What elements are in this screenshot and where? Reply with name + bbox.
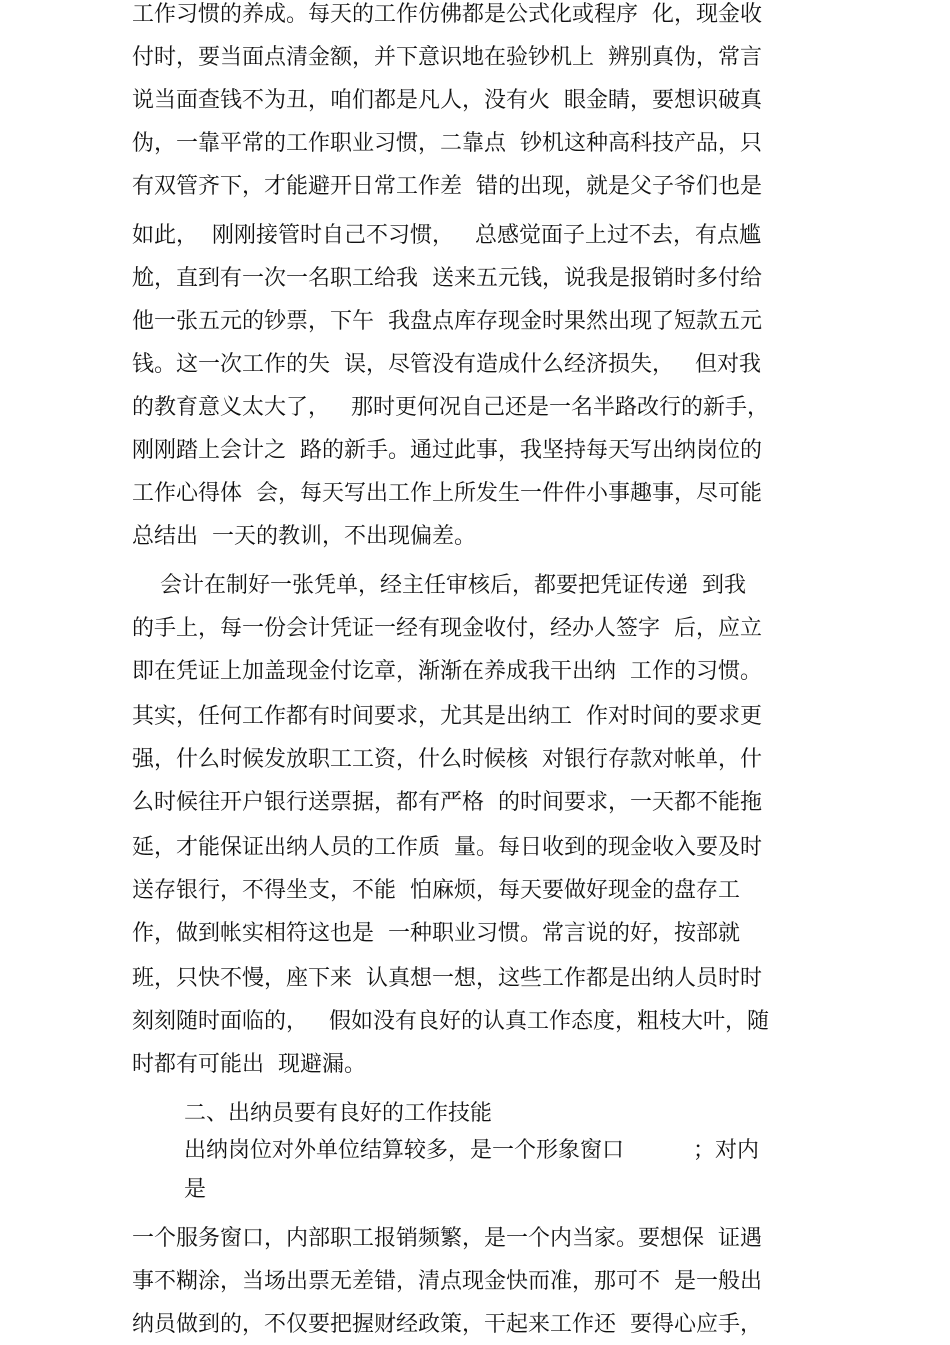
text-line: 强，什么时候发放职工工资，什么时候核 对银行存款对帐单，什 (132, 747, 762, 772)
text-line: 班，只快不慢，座下来 认真想一想，这些工作都是出纳人员时时 (132, 966, 762, 991)
text-line: 其实，任何工作都有时间要求，尤其是出纳工 作对时间的要求更 (132, 704, 762, 729)
text-line: 他一张五元的钞票，下午 我盘点库存现金时果然出现了短款五元 (132, 309, 762, 334)
text-line: 说当面查钱不为丑，咱们都是凡人，没有火 眼金睛，要想识破真 (132, 88, 762, 113)
text-line: 刚刚踏上会计之 路的新手。通过此事，我坚持每天写出纳岗位的 (132, 438, 762, 463)
text-line: 延，才能保证出纳人员的工作质 量。每日收到的现金收入要及时 (132, 835, 762, 860)
text-line: 一个服务窗口，内部职工报销频繁，是一个内当家。要想保 证遇 (132, 1226, 762, 1251)
text-line: 出纳岗位对外单位结算较多，是一个形象窗口 (184, 1138, 625, 1163)
text-line: 的教育意义太大了， 那时更何况自己还是一名半路改行的新手， (132, 395, 769, 420)
text-line: 工作习惯的养成。每天的工作仿佛都是公式化或程序 化，现金收 (132, 2, 762, 27)
text-line: 尬，直到有一次一名职工给我 送来五元钱，说我是报销时多付给 (132, 266, 762, 291)
text-line: 是 (184, 1177, 207, 1202)
text-line: 即在凭证上加盖现金付讫章，渐渐在养成我干出纳 工作的习惯。 (132, 659, 762, 684)
section-heading: 二、出纳员要有良好的工作技能 (184, 1101, 493, 1126)
text-line: 总结出 一天的教训，不出现偏差。 (132, 524, 476, 549)
text-line: 付时，要当面点清金额，并下意识地在验钞机上 辨别真伪，常言 (132, 45, 762, 70)
text-line: 的手上，每一份会计凭证一经有现金收付，经办人签字 后，应立 (132, 616, 762, 641)
text-line: ；对内 (693, 1138, 760, 1163)
text-line: 时都有可能出 现避漏。 (132, 1052, 366, 1077)
text-line: 作，做到帐实相符这也是 一种职业习惯。常言说的好，按部就 (132, 921, 740, 946)
text-line: 送存银行，不得坐支，不能 怕麻烦，每天要做好现金的盘存工 (132, 878, 740, 903)
text-line: 钱。这一次工作的失 误，尽管没有造成什么经济损失， 但对我 (132, 352, 761, 377)
text-line: 会计在制好一张凭单，经主任审核后，都要把凭证传递 到我 (132, 573, 746, 598)
text-line: 刻刻随时面临的， 假如没有良好的认真工作态度，粗枝大叶，随 (132, 1009, 769, 1034)
text-line: 事不糊涂，当场出票无差错，清点现金快而准，那可不 是一般出 (132, 1269, 762, 1294)
text-line: 如此， 刚刚接管时自己不习惯， 总感觉面子上过不去，有点尴 (132, 223, 761, 248)
text-line: 纳员做到的，不仅要把握财经政策，干起来工作还 要得心应手， (132, 1312, 762, 1337)
text-line: 有双管齐下，才能避开日常工作差 错的出现，就是父子爷们也是 (132, 174, 762, 199)
text-line: 么时候往开户银行送票据，都有严格 的时间要求，一天都不能拖 (132, 790, 762, 815)
text-line: 工作心得体 会，每天写出工作上所发生一件件小事趣事，尽可能 (132, 481, 762, 506)
text-line: 伪，一靠平常的工作职业习惯，二靠点 钞机这种高科技产品，只 (132, 131, 762, 156)
